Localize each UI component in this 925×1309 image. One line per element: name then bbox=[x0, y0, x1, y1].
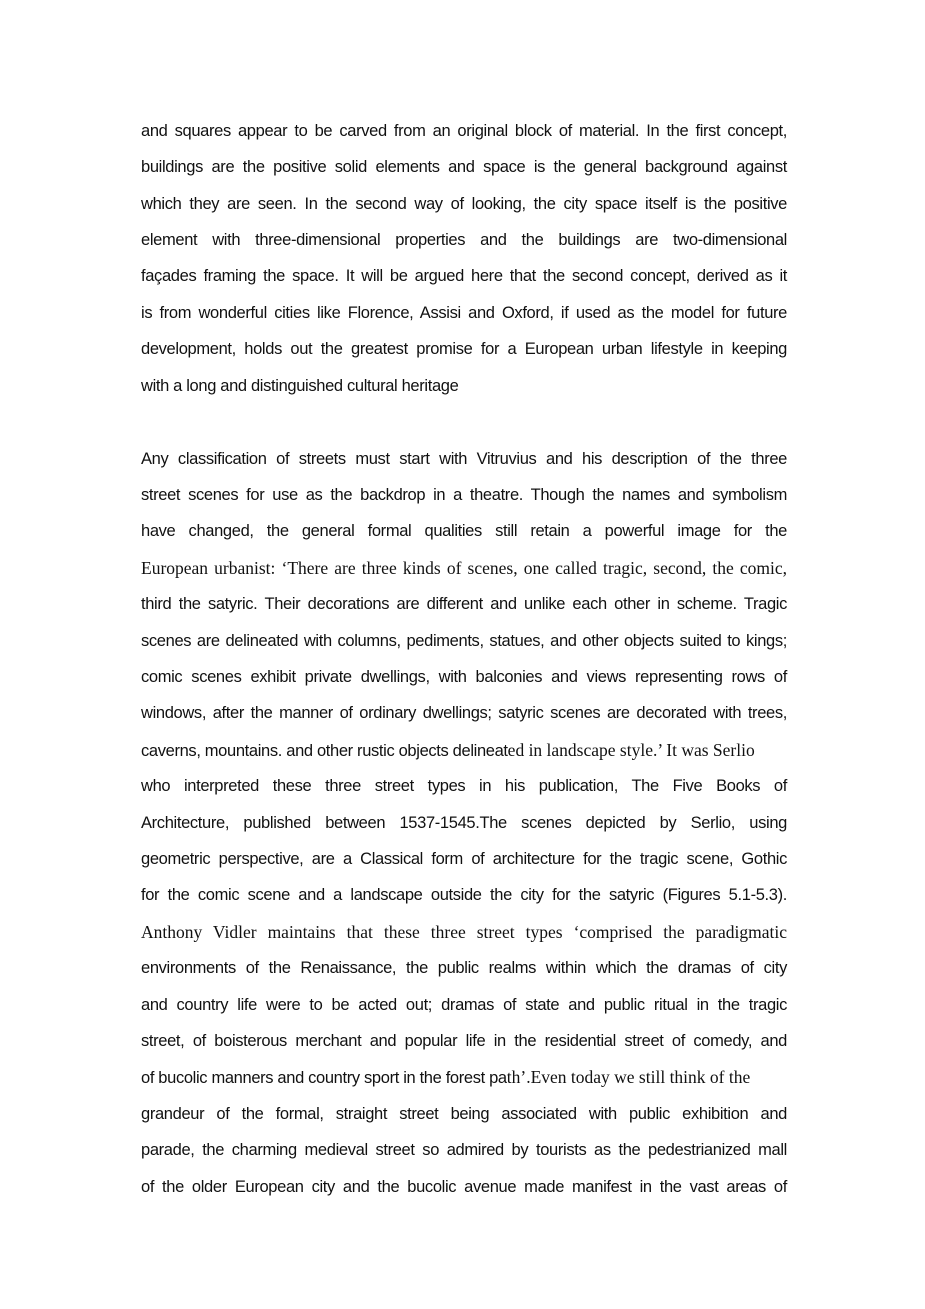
text-span: of bucolic manners and country sport in the forest pa bbox=[141, 1069, 507, 1087]
text-line: and squares appear to be carved from an original block of material. In the first concept, bbox=[141, 122, 787, 140]
text-line: buildings are the positive solid elements and space is the general background against bbox=[141, 158, 787, 176]
text-line: element with three-dimensional properties and the buildings are two-dimensional bbox=[141, 231, 787, 249]
text-line: of the older European city and the bucolic avenue made manifest in the vast areas of bbox=[141, 1178, 787, 1196]
text-line: European urbanist: ‘There are three kinds of scenes, one called tragic, second, the comic, bbox=[141, 558, 787, 578]
text-line-mixed bbox=[141, 1065, 787, 1089]
text-line: street scenes for use as the backdrop in a theatre. Though the names and symbolism bbox=[141, 486, 787, 504]
text-line: street, of boisterous merchant and popular life in the residential street of comedy, and bbox=[141, 1032, 787, 1050]
text-span-serif: th’.Even today we still think of the bbox=[506, 1067, 751, 1087]
text-line: scenes are delineated with columns, pediments, statues, and other objects suited to kings; bbox=[141, 632, 787, 650]
text-line: environments of the Renaissance, the public realms within which the dramas of city bbox=[141, 959, 787, 977]
text-line: and country life were to be acted out; dramas of state and public ritual in the tragic bbox=[141, 996, 787, 1014]
text-line: grandeur of the formal, straight street being associated with public exhibition and bbox=[141, 1105, 787, 1123]
text-line: third the satyric. Their decorations are different and unlike each other in scheme. Tragic bbox=[141, 595, 787, 613]
text-line: is from wonderful cities like Florence, Assisi and Oxford, if used as the model for future bbox=[141, 304, 787, 322]
text-line: who interpreted these three street types in his publication, The Five Books of bbox=[141, 777, 787, 795]
text-line: have changed, the general formal qualities still retain a powerful image for the bbox=[141, 522, 787, 540]
text-line: windows, after the manner of ordinary dwellings; satyric scenes are decorated with trees, bbox=[141, 704, 787, 722]
text-line: for the comic scene and a landscape outside the city for the satyric (Figures 5.1-5.3). bbox=[141, 886, 787, 904]
text-line: façades framing the space. It will be argued here that the second concept, derived as it bbox=[141, 267, 787, 285]
text-span: caverns, mountains. and other rustic objects delineat bbox=[141, 742, 508, 760]
text-line-mixed bbox=[141, 738, 787, 762]
text-span-serif: ed in landscape style.’ It was Serlio bbox=[507, 740, 755, 760]
text-line: geometric perspective, are a Classical form of architecture for the tragic scene, Gothic bbox=[141, 850, 787, 868]
text-line: Anthony Vidler maintains that these three street types ‘comprised the paradigmatic bbox=[141, 922, 787, 942]
text-line: which they are seen. In the second way of looking, the city space itself is the positive bbox=[141, 195, 787, 213]
text-line: comic scenes exhibit private dwellings, with balconies and views representing rows of bbox=[141, 668, 787, 686]
text-line: Any classification of streets must start with Vitruvius and his description of the three bbox=[141, 450, 787, 468]
text-line: development, holds out the greatest promise for a European urban lifestyle in keeping bbox=[141, 340, 787, 358]
text-line: Architecture, published between 1537-1545.The scenes depicted by Serlio, using bbox=[141, 814, 787, 832]
text-line-last: with a long and distinguished cultural heritage bbox=[141, 377, 459, 395]
text-line: parade, the charming medieval street so admired by tourists as the pedestrianized mall bbox=[141, 1141, 787, 1159]
